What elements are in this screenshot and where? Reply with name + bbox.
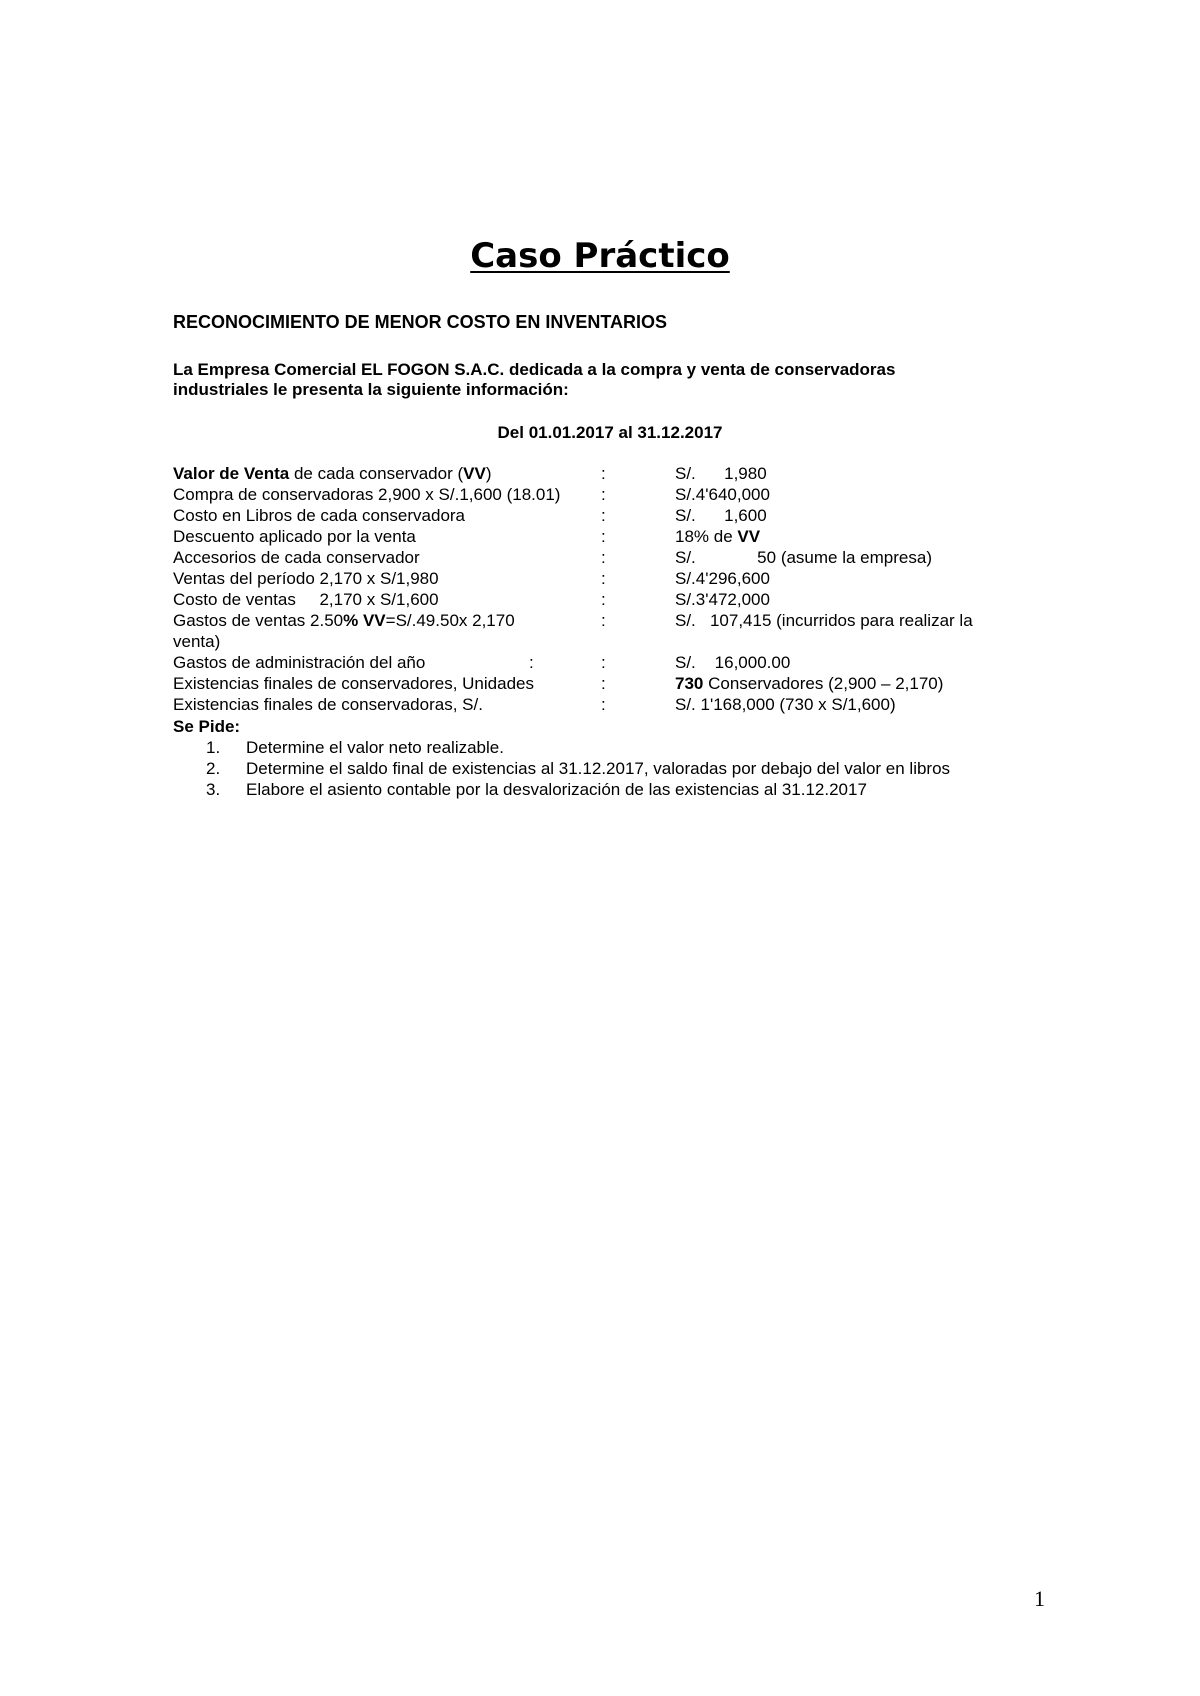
row-existencias-soles: [173, 694, 1033, 715]
row-value: S/.4'640,000: [675, 485, 770, 504]
row-value: S/.3'472,000: [675, 590, 770, 609]
row-colon: :: [601, 674, 606, 693]
row-colon: :: [601, 527, 606, 546]
row-costo-ventas: [173, 589, 1033, 610]
page-number: 1: [1034, 1586, 1045, 1611]
row-colon: :: [601, 548, 606, 567]
row-label: Existencias finales de conservadoras, S/.: [173, 695, 483, 714]
page-title: Caso Práctico: [470, 236, 730, 276]
row-valor-venta: [173, 463, 1033, 484]
row-gastos-admin: [173, 652, 1033, 673]
row-value: S/. 1,980: [675, 464, 767, 483]
task-number: 1.: [206, 738, 221, 757]
row-existencias-unidades: [173, 673, 1033, 694]
row-extra-colon: :: [529, 653, 534, 672]
row-value: 18% de VV: [675, 527, 761, 546]
row-label: Gastos de ventas 2.50% VV=S/.49.50x 2,170: [173, 611, 515, 630]
row-value-wrap: venta): [173, 632, 221, 651]
row-value: S/. 50 (asume la empresa): [675, 548, 932, 567]
row-colon: :: [601, 611, 606, 630]
row-colon: :: [601, 485, 606, 504]
se-pide-heading: Se Pide:: [173, 717, 241, 736]
row-costo-libros: [173, 505, 1033, 526]
row-label: Costo de ventas 2,170 x S/1,600: [173, 590, 439, 609]
period-heading: Del 01.01.2017 al 31.12.2017: [497, 423, 723, 442]
row-descuento: [173, 526, 1033, 547]
row-accesorios: [173, 547, 1033, 568]
row-colon: :: [601, 506, 606, 525]
row-label: Compra de conservadoras 2,900 x S/.1,600 (18.01): [173, 485, 561, 504]
row-value: S/.4'296,600: [675, 569, 770, 588]
row-value: S/. 107,415 (incurridos para realizar la: [675, 611, 973, 630]
section-subtitle: RECONOCIMIENTO DE MENOR COSTO EN INVENTARIOS: [173, 312, 668, 332]
row-ventas: [173, 568, 1033, 589]
task-text: Determine el valor neto realizable.: [246, 738, 504, 757]
task-text: Elabore el asiento contable por la desvalorización de las existencias al 31.12.2017: [246, 780, 867, 799]
row-value: 730 Conservadores (2,900 – 2,170): [675, 674, 944, 693]
row-value: S/. 1,600: [675, 506, 767, 525]
task-number: 3.: [206, 780, 221, 799]
row-colon: :: [601, 464, 606, 483]
intro-paragraph: La Empresa Comercial EL FOGON S.A.C. dedicada a la compra y venta de conservadoras industriales le presenta la siguiente información:: [173, 360, 896, 399]
task-number: 2.: [206, 759, 221, 778]
data-rows: [173, 463, 1033, 715]
row-label: Costo en Libros de cada conservadora: [173, 506, 466, 525]
row-compra: [173, 484, 1033, 505]
row-gastos-ventas: [173, 610, 1033, 652]
row-label: Valor de Venta de cada conservador (VV): [173, 464, 492, 483]
row-label: Existencias finales de conservadores, Unidades: [173, 674, 534, 693]
row-label: Accesorios de cada conservador: [173, 548, 420, 567]
row-label: Gastos de administración del año: [173, 653, 426, 672]
row-colon: :: [601, 590, 606, 609]
row-label: Descuento aplicado por la venta: [173, 527, 416, 546]
row-value: S/. 1'168,000 (730 x S/1,600): [675, 695, 896, 714]
row-colon: :: [601, 569, 606, 588]
task-text: Determine el saldo final de existencias al 31.12.2017, valoradas por debajo del valor en libros: [246, 759, 951, 778]
row-value: S/. 16,000.00: [675, 653, 791, 672]
row-label: Ventas del período 2,170 x S/1,980: [173, 569, 439, 588]
row-colon: :: [601, 653, 606, 672]
row-colon: :: [601, 695, 606, 714]
